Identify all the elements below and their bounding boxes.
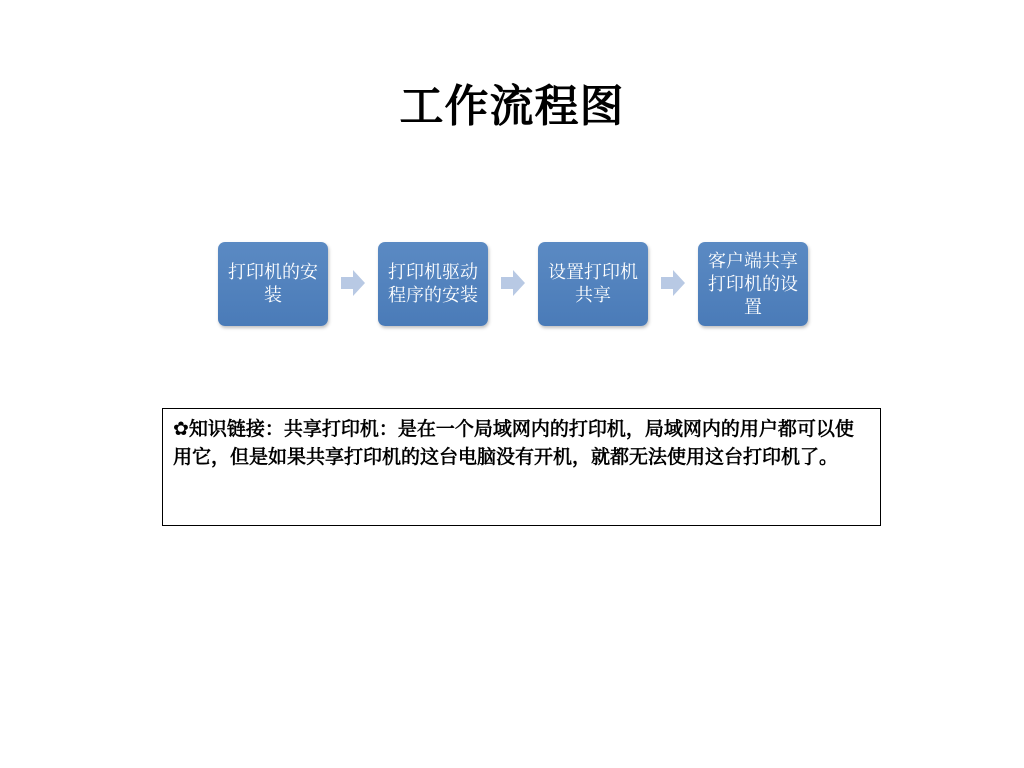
process-flow [218, 240, 818, 328]
arrow-right-icon [661, 270, 685, 296]
flow-step-4 [698, 242, 808, 326]
flow-step-label: 设置打印机共享 [548, 262, 638, 306]
flow-step-3 [538, 242, 648, 326]
knowledge-link-text: 知识链接：共享打印机：是在一个局域网内的打印机，局域网内的用户都可以使用它，但是如果共享打印机的这台电脑没有开机，就都无法使用这台打印机了。 [173, 418, 854, 468]
flower-icon: ✿ [173, 418, 189, 440]
knowledge-link-box [162, 408, 881, 526]
flow-step-2 [378, 242, 488, 326]
arrow-right-icon [341, 270, 365, 296]
flow-step-label: 客户端共享打印机的设置 [708, 250, 798, 318]
flow-step-label: 打印机的安装 [228, 262, 318, 306]
flow-step-1 [218, 242, 328, 326]
arrow-right-icon [501, 270, 525, 296]
slide-title: 工作流程图 [399, 81, 625, 132]
flow-step-label: 打印机驱动程序的安装 [388, 262, 478, 306]
